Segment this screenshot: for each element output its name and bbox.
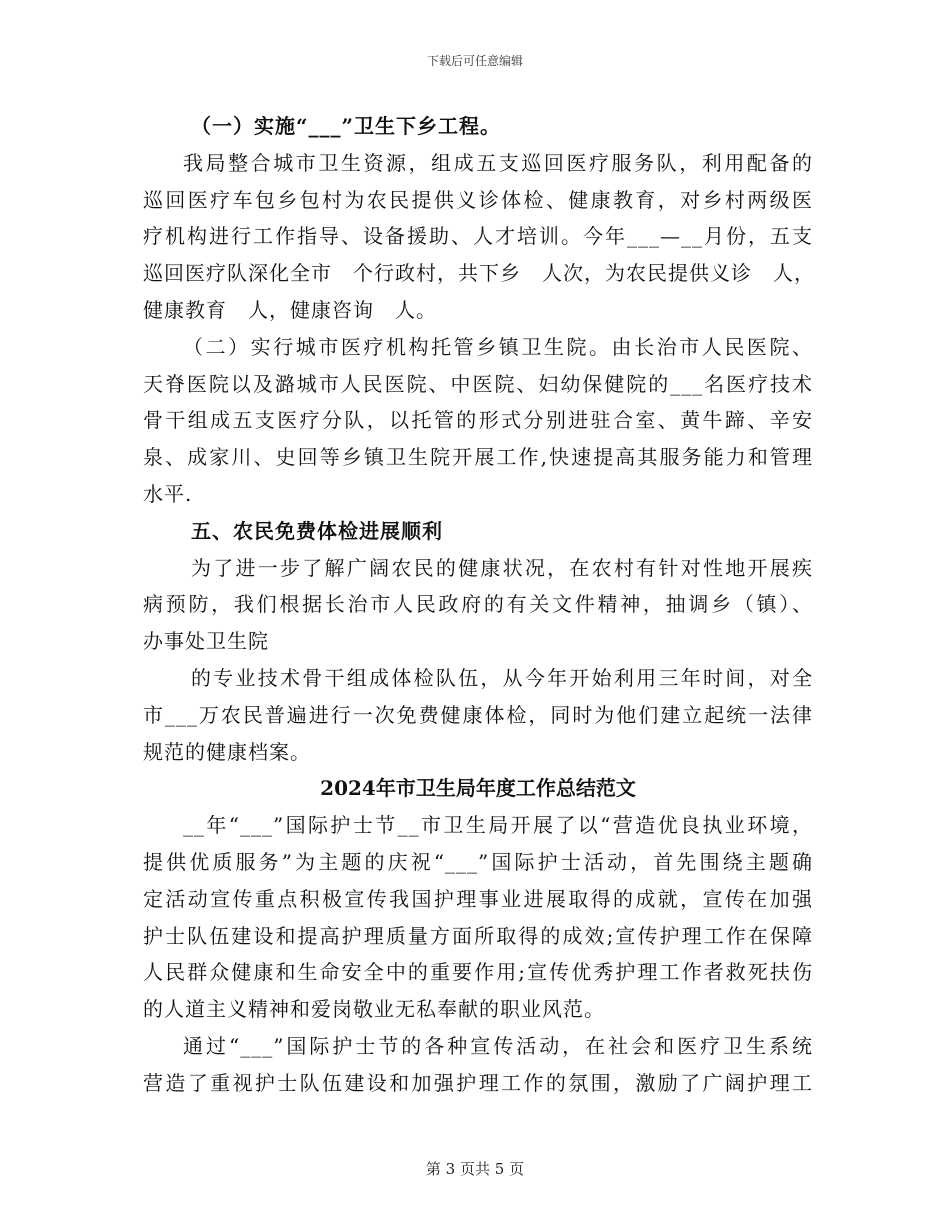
paragraph-line: 市___万农民普遍进行一次免费健康体检，同时为他们建立起统一法律	[143, 702, 813, 727]
paragraph-line: 巡回医疗队深化全市 个行政村，共下乡 人次，为农民提供义诊 人，	[143, 261, 815, 286]
paragraph-line: 病预防，我们根据长治市人民政府的有关文件精神，抽调乡（镇）、	[143, 592, 813, 617]
paragraph-line: 泉、成家川、史回等乡镇卫生院开展工作,快速提高其服务能力和管理	[143, 445, 813, 470]
document-body	[143, 108, 813, 1102]
section-heading-1: （一）实施“___”卫生下乡工程。	[191, 114, 502, 138]
paragraph-line: 通过“___”国际护士节的各种宣传活动，在社会和医疗卫生系统	[183, 1033, 813, 1058]
paragraph-line: 疗机构进行工作指导、设备援助、人才培训。今年___—__月份，五支	[143, 224, 813, 249]
page-footer: 第 3 页共 5 页	[425, 1160, 525, 1178]
paragraph-line: 巡回医疗车包乡包村为农民提供义诊体检、健康教育，对乡村两级医	[143, 187, 813, 212]
paragraph-line: 护士队伍建设和提高护理质量方面所取得的成效;宣传护理工作在保障	[143, 923, 813, 948]
paragraph-line: 我局整合城市卫生资源，组成五支巡回医疗服务队，利用配备的	[183, 150, 813, 175]
section-heading-5: 五、农民免费体检进展顺利	[191, 518, 443, 543]
paragraph-line: 定活动宣传重点积极宣传我国护理事业进展取得的成就，宣传在加强	[143, 886, 813, 911]
paragraph-line: 营造了重视护士队伍建设和加强护理工作的氛围，激励了广阔护理工	[143, 1070, 813, 1095]
paragraph-line: 提供优质服务”为主题的庆祝“___”国际护士活动，首先围绕主题确	[143, 849, 813, 874]
paragraph-line: （二）实行城市医疗机构托管乡镇卫生院。由长治市人民医院、	[183, 334, 813, 359]
paragraph-line: 的专业技术骨干组成体检队伍，从今年开始利用三年时间，对全	[191, 665, 813, 690]
paragraph-line: 办事处卫生院	[143, 629, 269, 654]
paragraph-line: 的人道主义精神和爱岗敬业无私奉献的职业风范。	[143, 997, 605, 1022]
paragraph-line: 为了进一步了解广阔农民的健康状况，在农村有针对性地开展疾	[191, 555, 813, 580]
paragraph-line: 规范的健康档案。	[143, 739, 311, 764]
paragraph-line: __年“___”国际护士节__市卫生局开展了以“营造优良执业环境，	[183, 813, 813, 838]
paragraph-line: 人民群众健康和生命安全中的重要作用;宣传优秀护理工作者救死扶伤	[143, 960, 813, 985]
paragraph-line: 骨干组成五支医疗分队，以托管的形式分别进驻合室、黄牛蹄、辛安	[143, 408, 813, 433]
document-title: 2024年市卫生局年度工作总结范文	[320, 776, 636, 801]
paragraph-line: 天脊医院以及潞城市人民医院、中医院、妇幼保健院的___名医疗技术	[143, 371, 813, 396]
page-header: 下载后可任意编辑	[426, 54, 523, 68]
paragraph-line: 水平.	[143, 481, 193, 506]
paragraph-line: 健康教育 人，健康咨询 人。	[143, 297, 437, 322]
